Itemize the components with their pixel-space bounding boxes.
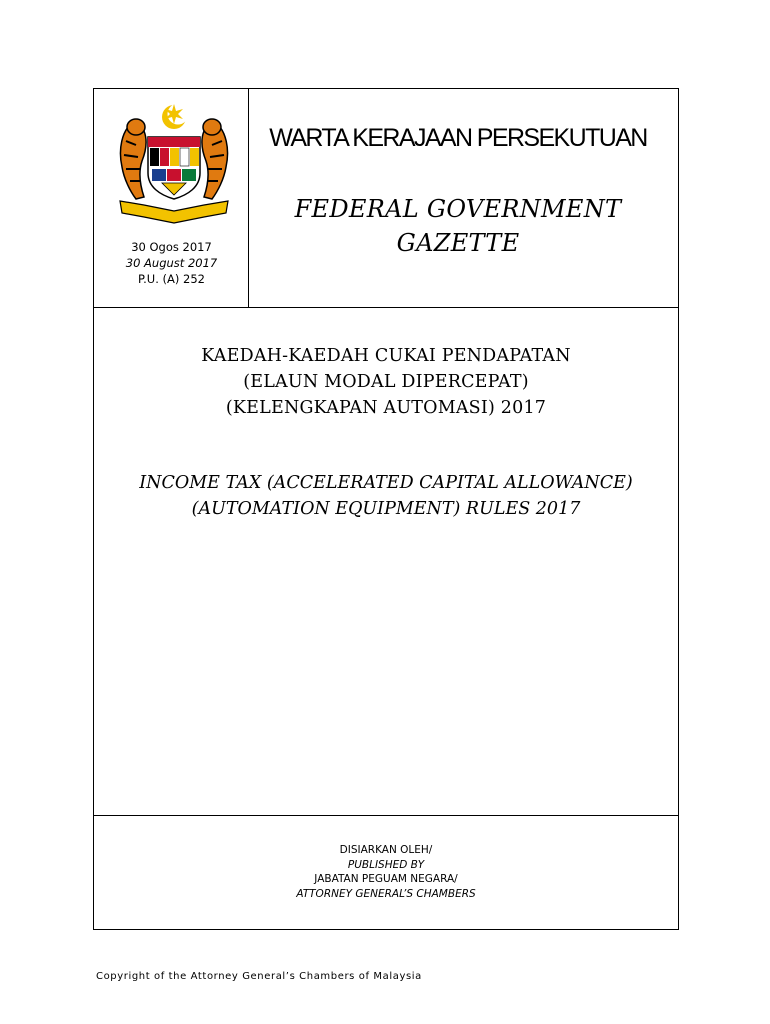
copyright-notice: Copyright of the Attorney General’s Chambers of Malaysia [96,971,422,982]
gazette-date-block [94,239,249,287]
publisher-line3: JABATAN PEGUAM NEGARA/ [314,873,458,885]
header-left-panel [94,89,249,307]
date-english: 30 August 2017 [125,256,218,270]
coat-of-arms-icon [114,101,234,226]
gazette-title-english-line2: GAZETTE [396,229,520,257]
date-malay: 30 Ogos 2017 [131,240,212,254]
publisher-block [94,843,678,901]
rules-title-english-line2: (AUTOMATION EQUIPMENT) RULES 2017 [191,499,581,519]
gazette-title-english-line1: FEDERAL GOVERNMENT [294,195,622,223]
publisher-line1: DISIARKAN OLEH/ [339,844,433,856]
rules-title-english-line1: INCOME TAX (ACCELERATED CAPITAL ALLOWANCE) [139,473,633,493]
footer-divider [94,815,678,816]
rules-title-malay-line2: (ELAUN MODAL DIPERCEPAT) [243,372,529,392]
gazette-title-english [258,192,658,260]
rules-title-malay [94,343,678,421]
rules-title-english [94,470,678,522]
publisher-line4: ATTORNEY GENERAL’S CHAMBERS [296,887,476,900]
rules-title-malay-line1: KAEDAH-KAEDAH CUKAI PENDAPATAN [201,346,571,366]
gazette-reference: P.U. (A) 252 [138,272,205,286]
header-divider [94,307,678,308]
gazette-title-malay: WARTA KERAJAAN PERSEKUTUAN [269,124,647,152]
rules-title-malay-line3: (KELENGKAPAN AUTOMASI) 2017 [225,398,547,418]
publisher-line2: PUBLISHED BY [347,858,425,871]
